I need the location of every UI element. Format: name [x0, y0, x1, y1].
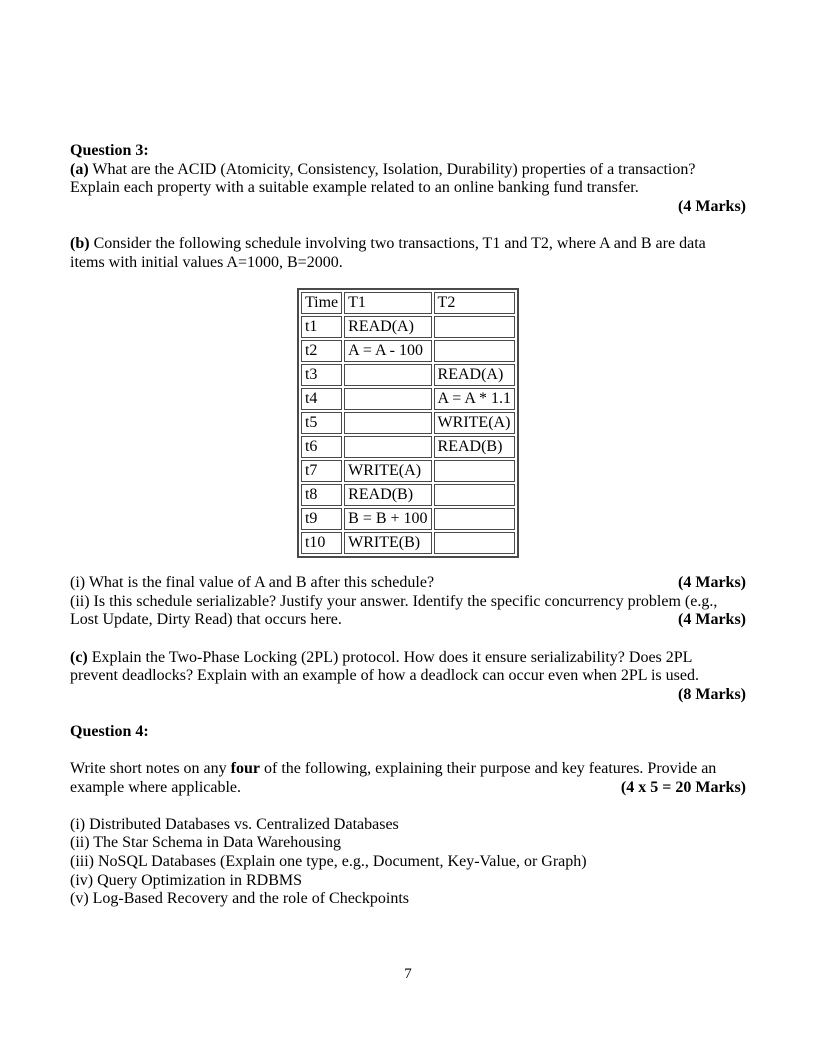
q3b-line1	[70, 235, 746, 254]
q4-intro-pre: Write short notes on any	[70, 760, 231, 778]
table-row	[301, 436, 515, 458]
table-cell	[434, 340, 515, 362]
q3c-line2: prevent deadlocks? Explain with an example of how a deadlock can occur even when 2PL is used.	[70, 667, 699, 685]
table-cell: t10	[301, 532, 342, 554]
page-number: 7	[404, 966, 412, 982]
table-cell	[344, 364, 431, 386]
table-cell: A = A * 1.1	[434, 388, 515, 410]
q3-sub-ii-line1: (ii) Is this schedule serializable? Justify your answer. Identify the specific concurrency problem (e.g.,	[70, 592, 718, 610]
spacer	[70, 797, 746, 816]
table-cell	[344, 388, 431, 410]
table-cell: A = A - 100	[344, 340, 431, 362]
table-row	[301, 316, 515, 338]
table-cell	[344, 412, 431, 434]
q3b-line2: items with initial values A=1000, B=2000.	[70, 253, 343, 271]
table-cell	[434, 484, 515, 506]
table-row	[301, 340, 515, 362]
table-row	[301, 412, 515, 434]
list-item: (ii) The Star Schema in Data Warehousing	[70, 834, 341, 852]
question3-title: Question 3:	[70, 142, 149, 159]
q3-sub-ii-marks: (4 Marks)	[678, 611, 746, 629]
q3a-line1	[70, 161, 746, 180]
q3-sub-i	[70, 574, 746, 593]
table-cell	[434, 532, 515, 554]
table-cell	[434, 460, 515, 482]
document-content	[70, 142, 746, 909]
q3a-marks: (4 Marks)	[678, 197, 746, 215]
spacer	[70, 704, 746, 723]
spacer	[70, 630, 746, 649]
list-item: (iv) Query Optimization in RDBMS	[70, 871, 302, 889]
question4-title: Question 4:	[70, 722, 149, 740]
table-row	[301, 508, 515, 530]
q3a-line2: Explain each property with a suitable example related to an online banking fund transfer.	[70, 179, 639, 197]
q4-intro-bold: four	[230, 760, 260, 778]
q4-intro-line2-text: example where applicable.	[70, 778, 242, 796]
table-row	[301, 388, 515, 410]
table-cell: t1	[301, 316, 342, 338]
table-row	[301, 532, 515, 554]
table-cell: WRITE(A)	[434, 412, 515, 434]
spacer	[70, 742, 746, 761]
list-item: (i) Distributed Databases vs. Centralized Databases	[70, 815, 399, 833]
table-cell: WRITE(A)	[344, 460, 431, 482]
list-item: (v) Log-Based Recovery and the role of Checkpoints	[70, 890, 410, 908]
table-cell: t3	[301, 364, 342, 386]
q3c-marks: (8 Marks)	[678, 685, 746, 703]
q4-intro-post: of the following, explaining their purpose and key features. Provide an	[259, 760, 717, 778]
q4-intro-marks: (4 x 5 = 20 Marks)	[620, 778, 746, 796]
q3-sub-i-text: (i) What is the final value of A and B after this schedule?	[70, 574, 435, 592]
table-header-row	[301, 292, 515, 314]
table-row	[301, 460, 515, 482]
table-cell: READ(A)	[434, 364, 515, 386]
table-cell: WRITE(B)	[344, 532, 431, 554]
table-header-time: Time	[301, 292, 342, 314]
table-cell	[434, 508, 515, 530]
q4-intro-line1	[70, 760, 746, 779]
table-cell: t9	[301, 508, 342, 530]
table-cell: READ(B)	[344, 484, 431, 506]
q3a-label: (a)	[70, 160, 89, 178]
table-header-t1: T1	[344, 292, 431, 314]
table-cell: t8	[301, 484, 342, 506]
table-cell: B = B + 100	[344, 508, 431, 530]
table-cell: t2	[301, 340, 342, 362]
table-cell	[434, 316, 515, 338]
q3c-line1-text: Explain the Two-Phase Locking (2PL) protocol. How does it ensure serializability? Does 2PL	[87, 648, 693, 666]
table-cell: t6	[301, 436, 342, 458]
q3-sub-ii-line2-text: Lost Update, Dirty Read) that occurs here.	[70, 611, 342, 629]
table-cell: READ(A)	[344, 316, 431, 338]
q3-sub-i-marks: (4 Marks)	[678, 574, 746, 592]
table-cell: READ(B)	[434, 436, 515, 458]
q3b-line1-text: Consider the following schedule involving two transactions, T1 and T2, where A and B are data	[89, 234, 706, 252]
table-row	[301, 484, 515, 506]
table-row	[301, 364, 515, 386]
table-header-t2: T2	[434, 292, 515, 314]
q4-intro-line2	[70, 779, 746, 798]
list-item: (iii) NoSQL Databases (Explain one type, e.g., Document, Key-Value, or Graph)	[70, 853, 587, 871]
table-cell: t4	[301, 388, 342, 410]
table-cell: t7	[301, 460, 342, 482]
q3c-label: (c)	[70, 648, 88, 666]
q3-sub-ii-line2	[70, 611, 746, 630]
q3c-line1	[70, 649, 746, 668]
spacer	[70, 216, 746, 235]
q3a-line1-text: What are the ACID (Atomicity, Consistency, Isolation, Durability) properties of a transaction?	[88, 160, 696, 178]
transaction-schedule-table	[297, 288, 519, 558]
table-cell	[344, 436, 431, 458]
q3b-label: (b)	[70, 234, 90, 252]
table-cell: t5	[301, 412, 342, 434]
